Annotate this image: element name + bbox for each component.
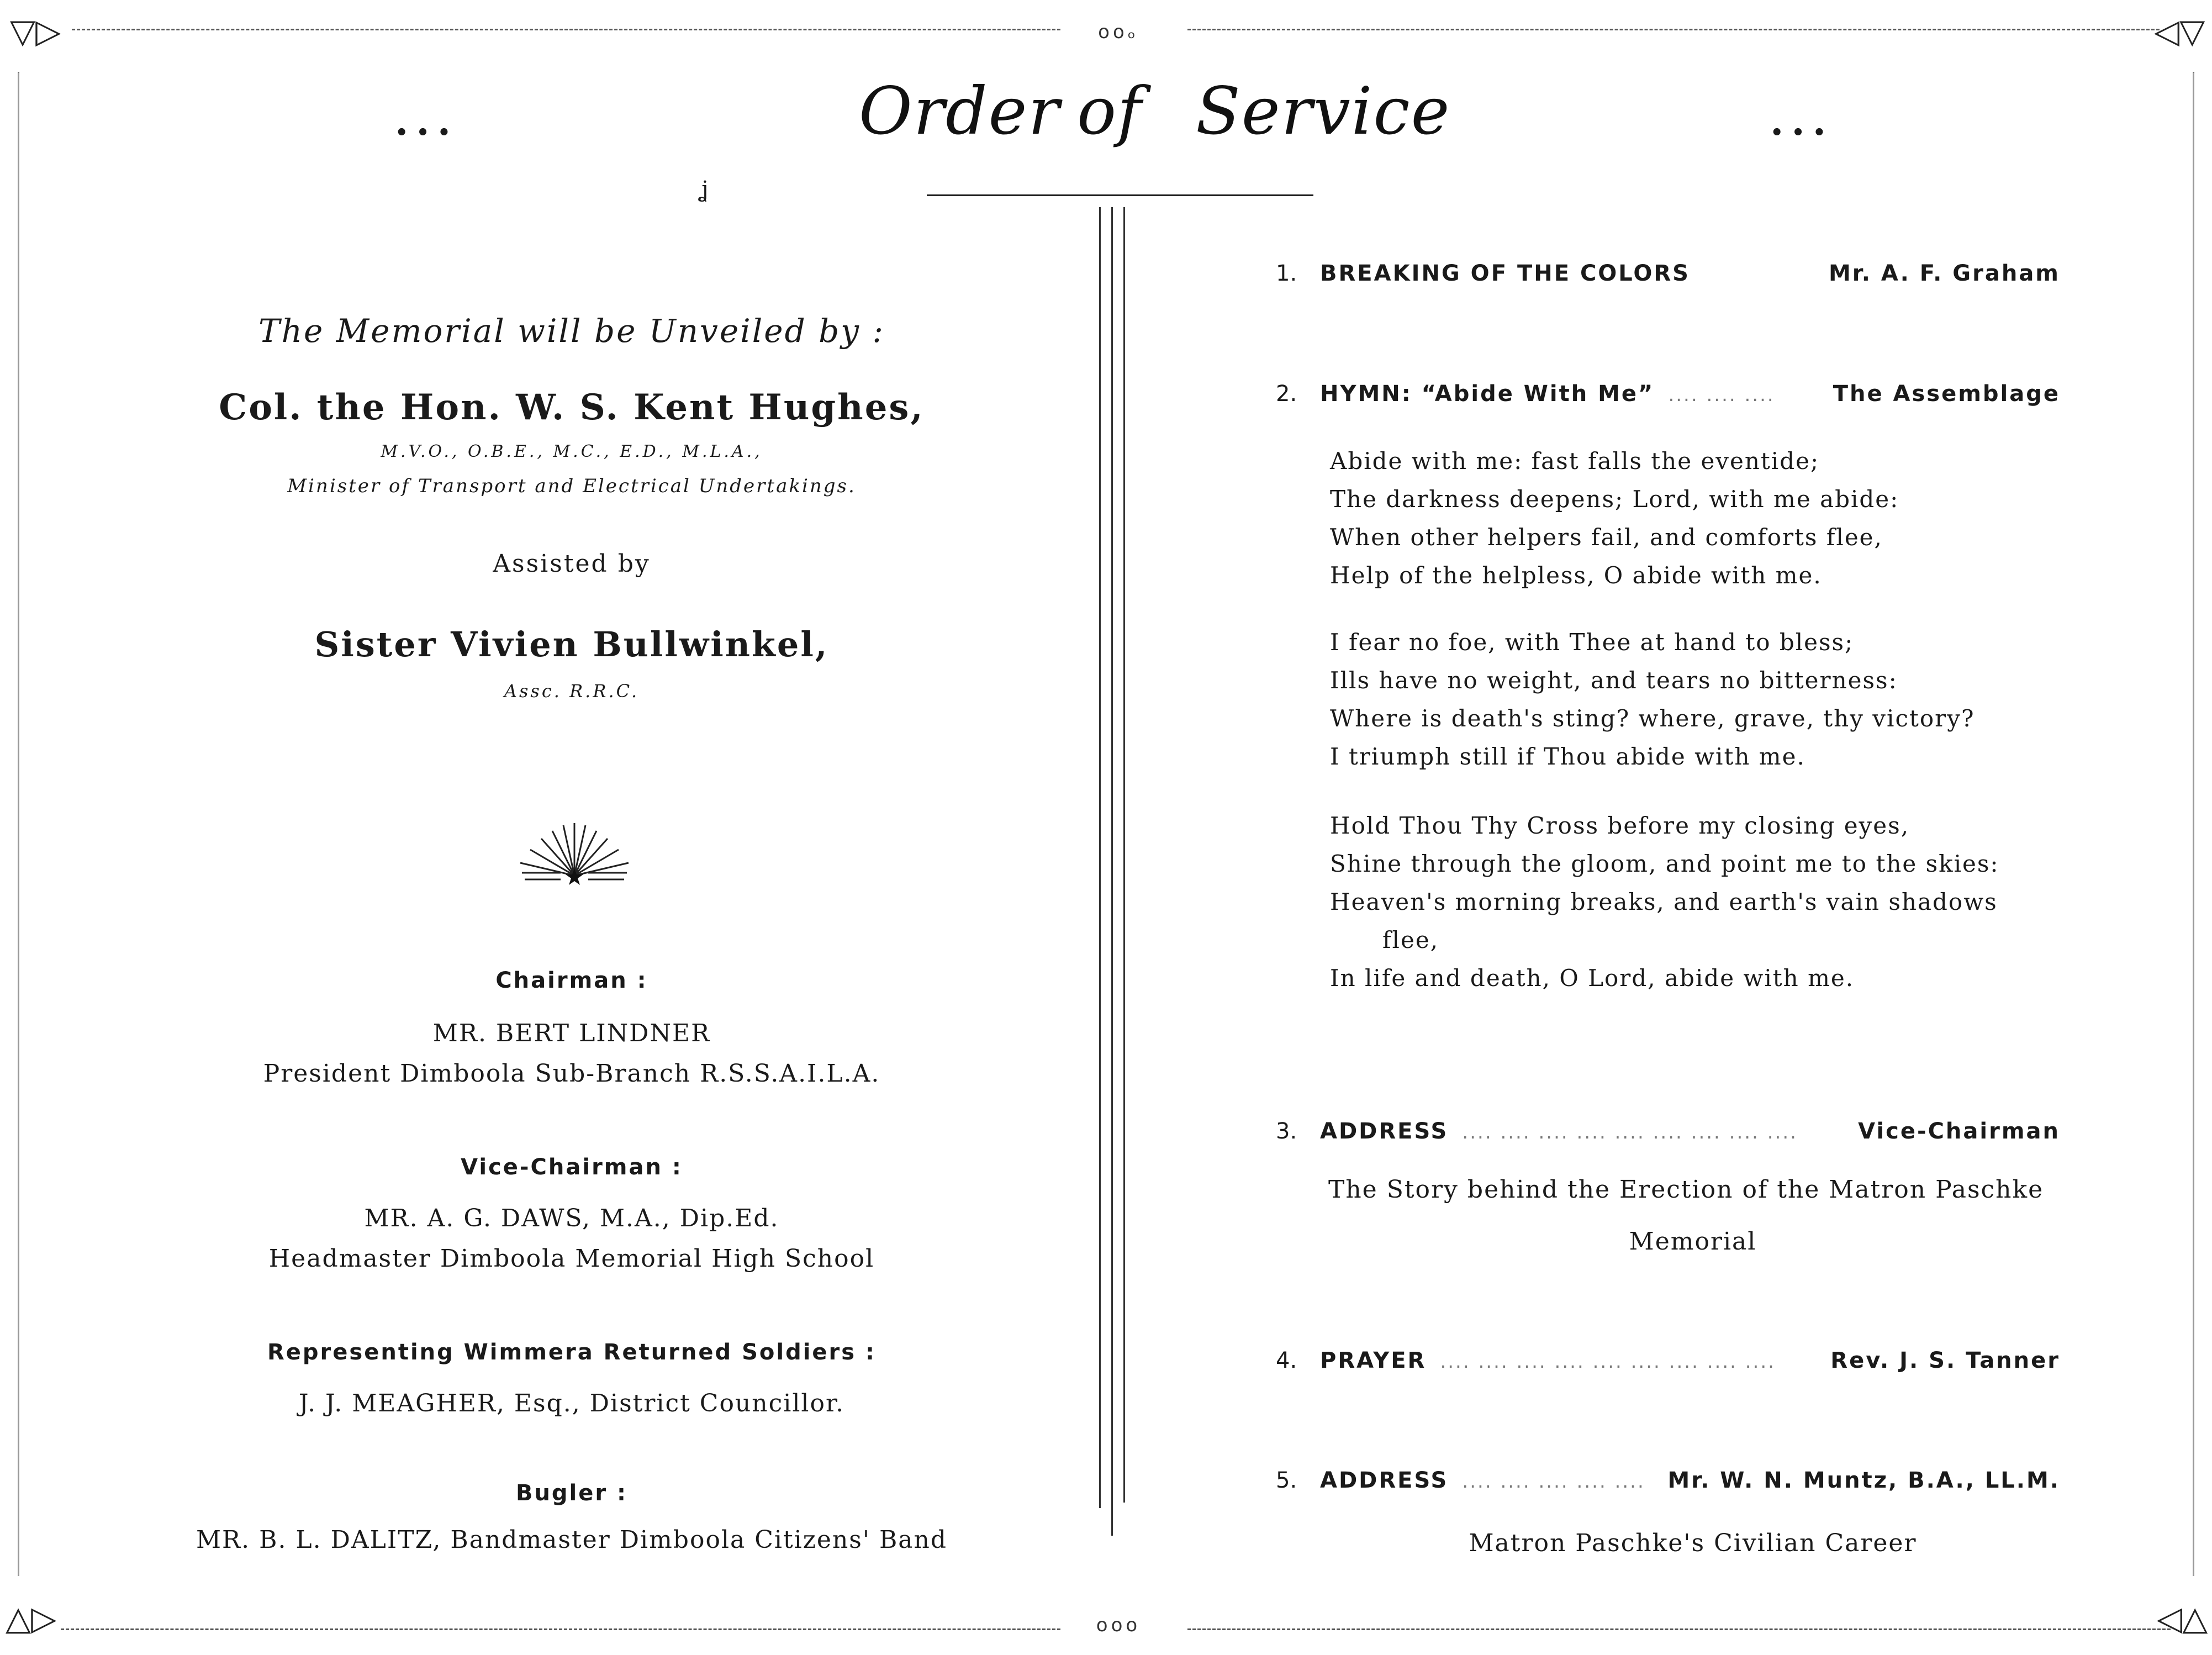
top-center-ornament: ooₒ xyxy=(1098,21,1139,43)
title-underline xyxy=(927,194,1313,196)
item-1-number: 1. xyxy=(1276,261,1297,286)
chairman-title: President Dimboola Sub-Branch R.S.S.A.I.L.A. xyxy=(263,1060,880,1088)
border-top-line xyxy=(72,29,1060,30)
item-2-person: The Assemblage xyxy=(1833,381,2060,407)
hymn-line: Abide with me: fast falls the eventide; xyxy=(1330,447,1820,475)
corner-ornament-top-right: ◁▽ xyxy=(2154,12,2205,51)
hymn-line: flee, xyxy=(1382,926,1439,953)
item-2-dots: .... .... .... xyxy=(1668,384,1775,406)
address-story-line-1: The Story behind the Erection of the Matron Paschke xyxy=(1328,1176,2044,1204)
address-career: Matron Paschke's Civilian Career xyxy=(1469,1529,1917,1557)
hymn-line: The darkness deepens; Lord, with me abide: xyxy=(1330,486,1899,513)
program-item-1 xyxy=(1276,261,2060,286)
hymn-line: Heaven's morning breaks, and earth's vain shadows xyxy=(1330,888,1998,915)
title-word-order: Order xyxy=(859,73,1060,149)
bugler-name: MR. B. L. DALITZ, Bandmaster Dimboola Citizens' Band xyxy=(196,1526,948,1554)
item-4-number: 4. xyxy=(1276,1348,1297,1373)
hymn-verse-1 xyxy=(1330,442,2059,594)
title-word-of: of xyxy=(1077,73,1143,149)
item-5-dots: .... .... .... .... .... xyxy=(1462,1470,1645,1493)
program-item-5 xyxy=(1276,1468,2060,1493)
hymn-line: Ills have no weight, and tears no bitterness: xyxy=(1330,667,1898,694)
border-right-line xyxy=(2193,72,2194,1576)
vice-chairman-title: Headmaster Dimboola Memorial High School xyxy=(268,1245,875,1273)
corner-ornament-bottom-right: ◁△ xyxy=(2157,1599,2208,1638)
title-word-service: Service xyxy=(1196,73,1451,149)
wimmera-representative: J. J. MEAGHER, Esq., District Councillor. xyxy=(298,1389,845,1417)
border-bottom-line xyxy=(61,1628,1060,1630)
item-5-person: Mr. W. N. Muntz, B.A., LL.M. xyxy=(1667,1468,2060,1493)
border-top-line-right xyxy=(1187,29,2160,30)
hymn-line: When other helpers fail, and comforts flee, xyxy=(1330,524,1883,551)
item-5-number: 5. xyxy=(1276,1468,1297,1493)
corner-ornament-bottom-left: △▷ xyxy=(6,1599,57,1638)
hymn-line: Help of the helpless, O abide with me. xyxy=(1330,562,1822,589)
address-story-line-2: Memorial xyxy=(1629,1227,1757,1256)
unveiler-role: Minister of Transport and Electrical Undertakings. xyxy=(287,475,856,497)
program-item-2 xyxy=(1276,381,2060,407)
bugler-heading: Bugler : xyxy=(515,1480,628,1506)
hymn-verse-2 xyxy=(1330,623,2059,776)
hymn-line: Hold Thou Thy Cross before my closing eyes, xyxy=(1330,812,1910,839)
hymn-line: In life and death, O Lord, abide with me. xyxy=(1330,964,1855,992)
small-mark: ʝ xyxy=(700,177,709,202)
border-left-line xyxy=(18,72,19,1576)
hymn-line: Shine through the gloom, and point me to the skies: xyxy=(1330,850,1999,877)
hymn-line: I triumph still if Thou abide with me. xyxy=(1330,743,1806,770)
header-left-dots: ... xyxy=(395,98,459,144)
item-2-number: 2. xyxy=(1276,381,1297,407)
assistant-honours: Assc. R.R.C. xyxy=(504,681,640,702)
sunburst-star-emblem xyxy=(514,818,635,895)
unveiler-honours: M.V.O., O.B.E., M.C., E.D., M.L.A., xyxy=(381,442,763,461)
item-1-person: Mr. A. F. Graham xyxy=(1828,261,2060,286)
vice-chairman-name: MR. A. G. DAWS, M.A., Dip.Ed. xyxy=(364,1204,779,1232)
unveiler-name: Col. the Hon. W. S. Kent Hughes, xyxy=(219,387,925,428)
border-bottom-line-right xyxy=(1187,1628,2171,1630)
assisted-by: Assisted by xyxy=(493,550,651,578)
item-1-label: BREAKING OF THE COLORS xyxy=(1320,261,1690,286)
center-divider-line-2 xyxy=(1111,207,1113,1536)
bottom-center-ornament: ooo xyxy=(1096,1614,1141,1636)
item-3-label: ADDRESS xyxy=(1320,1119,1449,1144)
program-item-3 xyxy=(1276,1119,2060,1144)
corner-ornament-top-left: ▽▷ xyxy=(10,12,61,51)
item-3-dots: .... .... .... .... .... .... .... .... .... xyxy=(1462,1121,1798,1143)
wimmera-heading: Representing Wimmera Returned Soldiers : xyxy=(267,1340,876,1365)
item-3-number: 3. xyxy=(1276,1119,1297,1144)
center-divider-line-3 xyxy=(1123,207,1125,1503)
vice-chairman-heading: Vice-Chairman : xyxy=(461,1155,683,1180)
item-4-label: PRAYER xyxy=(1320,1348,1427,1373)
item-4-dots: .... .... .... .... .... .... .... .... .... xyxy=(1440,1351,1776,1373)
assistant-name: Sister Vivien Bullwinkel, xyxy=(314,624,829,665)
hymn-line: Where is death's sting? where, grave, thy victory? xyxy=(1330,705,1975,732)
unveiled-intro: The Memorial will be Unveiled by : xyxy=(258,312,885,350)
item-3-person: Vice-Chairman xyxy=(1858,1119,2060,1144)
header-right-dots: ... xyxy=(1770,98,1834,144)
hymn-verse-3 xyxy=(1330,807,2065,997)
hymn-line: I fear no foe, with Thee at hand to bless; xyxy=(1330,629,1854,656)
item-5-label: ADDRESS xyxy=(1320,1468,1449,1493)
chairman-name: MR. BERT LINDNER xyxy=(432,1019,711,1047)
page-title xyxy=(859,73,1451,156)
program-item-4 xyxy=(1276,1348,2060,1373)
item-4-person: Rev. J. S. Tanner xyxy=(1830,1348,2060,1373)
center-divider-line-1 xyxy=(1099,207,1101,1508)
item-2-label: HYMN: “Abide With Me” xyxy=(1320,381,1655,407)
chairman-heading: Chairman : xyxy=(495,968,648,993)
